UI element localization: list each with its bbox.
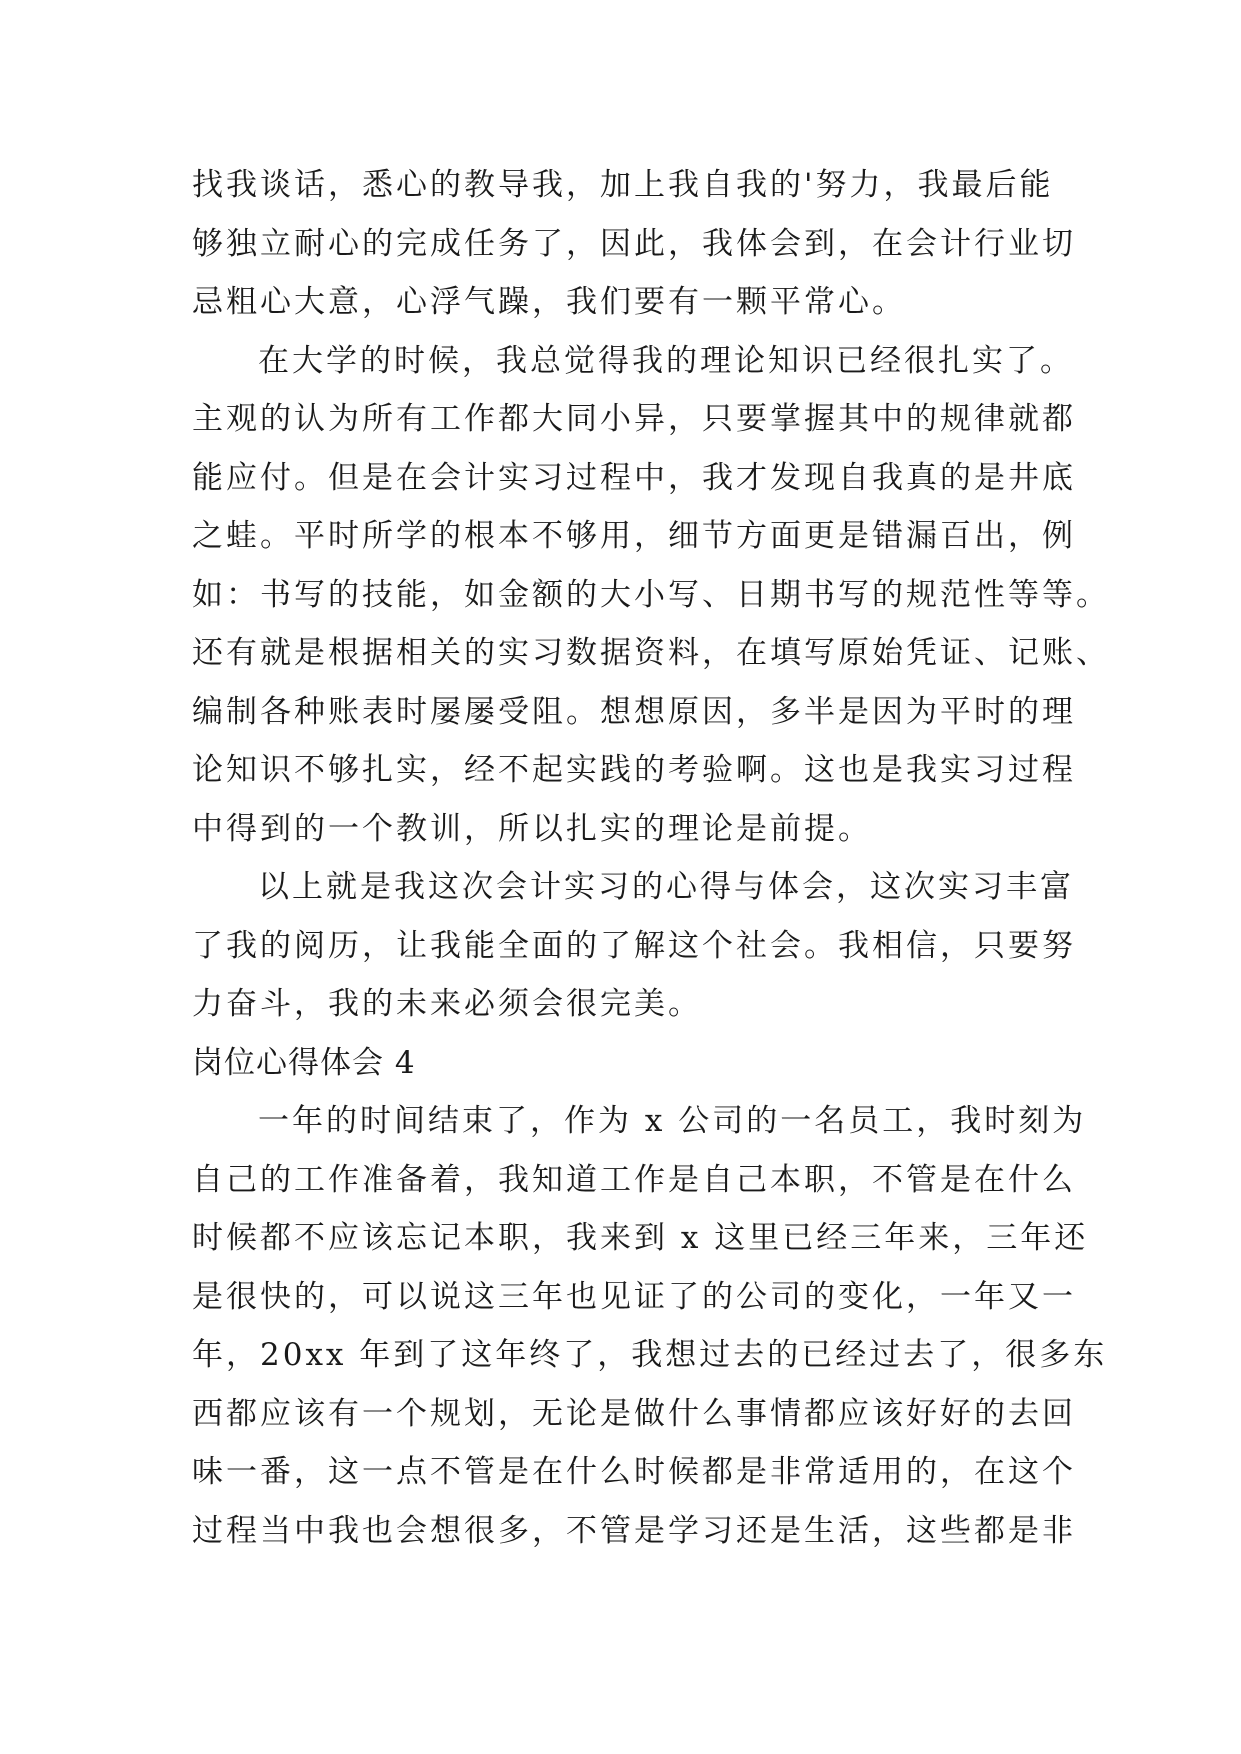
text-line: 论知识不够扎实，经不起实践的考验啊。这也是我实习过程 xyxy=(192,752,1076,788)
text-line: 年，20xx 年到了这年终了，我想过去的已经过去了，很多东 xyxy=(192,1337,1108,1373)
text-line: 西都应该有一个规划，无论是做什么事情都应该好好的去回 xyxy=(192,1395,1076,1432)
paragraph-first-line: 在大学的时候，我总觉得我的理论知识已经很扎实了。 xyxy=(258,342,1074,379)
text-line: 中得到的一个教训，所以扎实的理论是前提。 xyxy=(192,810,872,847)
text-line: 编制各种账表时屡屡受阻。想想原因，多半是因为平时的理 xyxy=(192,693,1076,730)
section-heading: 岗位心得体会 4 xyxy=(192,1044,416,1081)
text-line: 如：书写的技能，如金额的大小写、日期书写的规范性等等。 xyxy=(192,576,1110,613)
paragraph-first-line: 以上就是我这次会计实习的心得与体会，这次实习丰富 xyxy=(258,869,1074,905)
text-line: 自己的工作准备着，我知道工作是自己本职，不管是在什么 xyxy=(192,1161,1076,1198)
text-line: 找我谈话，悉心的教导我，加上我自我的'努力，我最后能 xyxy=(192,167,1054,203)
text-line: 时候都不应该忘记本职，我来到 x 这里已经三年来，三年还 xyxy=(192,1220,1089,1256)
text-line: 味一番，这一点不管是在什么时候都是非常适用的，在这个 xyxy=(192,1454,1076,1490)
text-line: 主观的认为所有工作都大同小异，只要掌握其中的规律就都 xyxy=(192,401,1076,437)
text-line: 是很快的，可以说这三年也见证了的公司的变化，一年又一 xyxy=(192,1278,1076,1315)
text-line: 忌粗心大意，心浮气躁，我们要有一颗平常心。 xyxy=(192,284,906,320)
text-line: 够独立耐心的完成任务了，因此，我体会到，在会计行业切 xyxy=(192,225,1076,262)
text-line: 过程当中我也会想很多，不管是学习还是生活，这些都是非 xyxy=(192,1512,1076,1549)
text-line: 还有就是根据相关的实习数据资料，在填写原始凭证、记账、 xyxy=(192,635,1110,671)
text-line: 力奋斗，我的未来必须会很完美。 xyxy=(192,986,702,1022)
text-line: 了我的阅历，让我能全面的了解这个社会。我相信，只要努 xyxy=(192,927,1076,964)
text-line: 能应付。但是在会计实习过程中，我才发现自我真的是井底 xyxy=(192,459,1076,496)
text-line: 之蛙。平时所学的根本不够用，细节方面更是错漏百出，例 xyxy=(192,518,1076,554)
document-body xyxy=(192,156,1110,1560)
paragraph-first-line: 一年的时间结束了，作为 x 公司的一名员工，我时刻为 xyxy=(258,1103,1087,1139)
